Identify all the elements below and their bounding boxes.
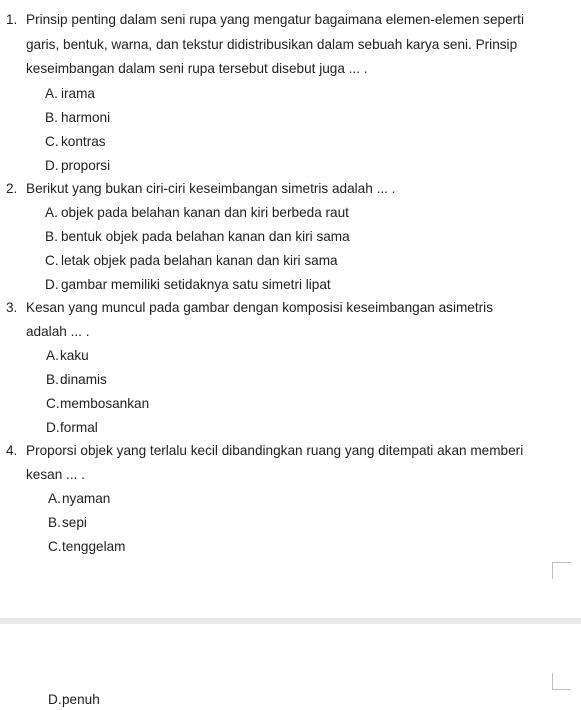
question-number: 1. — [6, 12, 18, 27]
question-number: 2. — [6, 181, 18, 196]
option-text: membosankan — [60, 396, 150, 411]
question-text-line: adalah ... . — [26, 324, 90, 339]
option-b — [48, 515, 87, 531]
option-c — [46, 396, 149, 412]
option-letter: B. — [45, 110, 58, 125]
option-letter: C. — [46, 396, 60, 411]
option-a — [48, 491, 110, 507]
question-text-line: Proporsi objek yang terlalu kecil dibandingkan ruang yang ditempati akan memberi — [26, 443, 524, 458]
option-letter: D. — [48, 692, 62, 707]
option-text: objek pada belahan kanan dan kiri berbeda raut — [61, 205, 349, 220]
option-c — [45, 253, 338, 269]
option-text: formal — [60, 420, 98, 435]
option-c — [45, 134, 106, 150]
option-text: penuh — [62, 692, 100, 707]
question-text-line: kesan ... . — [26, 467, 85, 482]
option-text: sepi — [62, 515, 87, 530]
option-c — [48, 539, 125, 555]
option-text: gambar memiliki setidaknya satu simetri lipat — [61, 277, 331, 292]
option-d — [45, 277, 331, 293]
option-text: kaku — [60, 348, 89, 363]
option-letter: D. — [45, 158, 59, 173]
question-text-line: Kesan yang muncul pada gambar dengan komposisi keseimbangan asimetris — [26, 300, 493, 315]
option-a — [46, 348, 89, 364]
option-letter: B. — [45, 229, 58, 244]
option-letter: A. — [48, 491, 61, 506]
question-text-line: keseimbangan dalam seni rupa tersebut disebut juga ... . — [26, 61, 368, 76]
option-letter: B. — [46, 372, 59, 387]
option-d — [45, 158, 110, 174]
question-number: 3. — [6, 300, 18, 315]
option-letter: C. — [45, 253, 59, 268]
option-text: tenggelam — [62, 539, 126, 554]
option-letter: C. — [48, 539, 62, 554]
page-break-band — [0, 618, 581, 624]
option-letter: D. — [46, 420, 60, 435]
option-a — [45, 86, 95, 102]
option-text: kontras — [61, 134, 106, 149]
option-b — [45, 110, 110, 126]
option-letter: B. — [48, 515, 61, 530]
option-text: bentuk objek pada belahan kanan dan kiri sama — [61, 229, 350, 244]
option-letter: A. — [45, 205, 58, 220]
option-letter: D. — [45, 277, 59, 292]
option-text: irama — [61, 86, 95, 101]
option-a — [45, 205, 349, 221]
option-text: letak objek pada belahan kanan dan kiri sama — [61, 253, 338, 268]
option-text: dinamis — [60, 372, 107, 387]
question-text-line: Prinsip penting dalam seni rupa yang mengatur bagaimana elemen-elemen seperti — [26, 12, 524, 27]
crop-mark-top — [552, 562, 571, 579]
option-d — [48, 692, 100, 708]
option-letter: C. — [45, 134, 59, 149]
question-number: 4. — [6, 443, 18, 458]
crop-mark-bottom — [552, 673, 571, 690]
option-text: proporsi — [61, 158, 111, 173]
question-text-line: garis, bentuk, warna, dan tekstur didistribusikan dalam sebuah karya seni. Prinsip — [26, 37, 518, 52]
option-letter: A. — [46, 348, 59, 363]
option-b — [46, 372, 107, 388]
option-text: harmoni — [61, 110, 111, 125]
option-letter: A. — [45, 86, 58, 101]
option-text: nyaman — [62, 491, 111, 506]
option-b — [45, 229, 350, 245]
question-text-line: Berikut yang bukan ciri-ciri keseimbangan simetris adalah ... . — [26, 181, 396, 196]
option-d — [46, 420, 98, 436]
